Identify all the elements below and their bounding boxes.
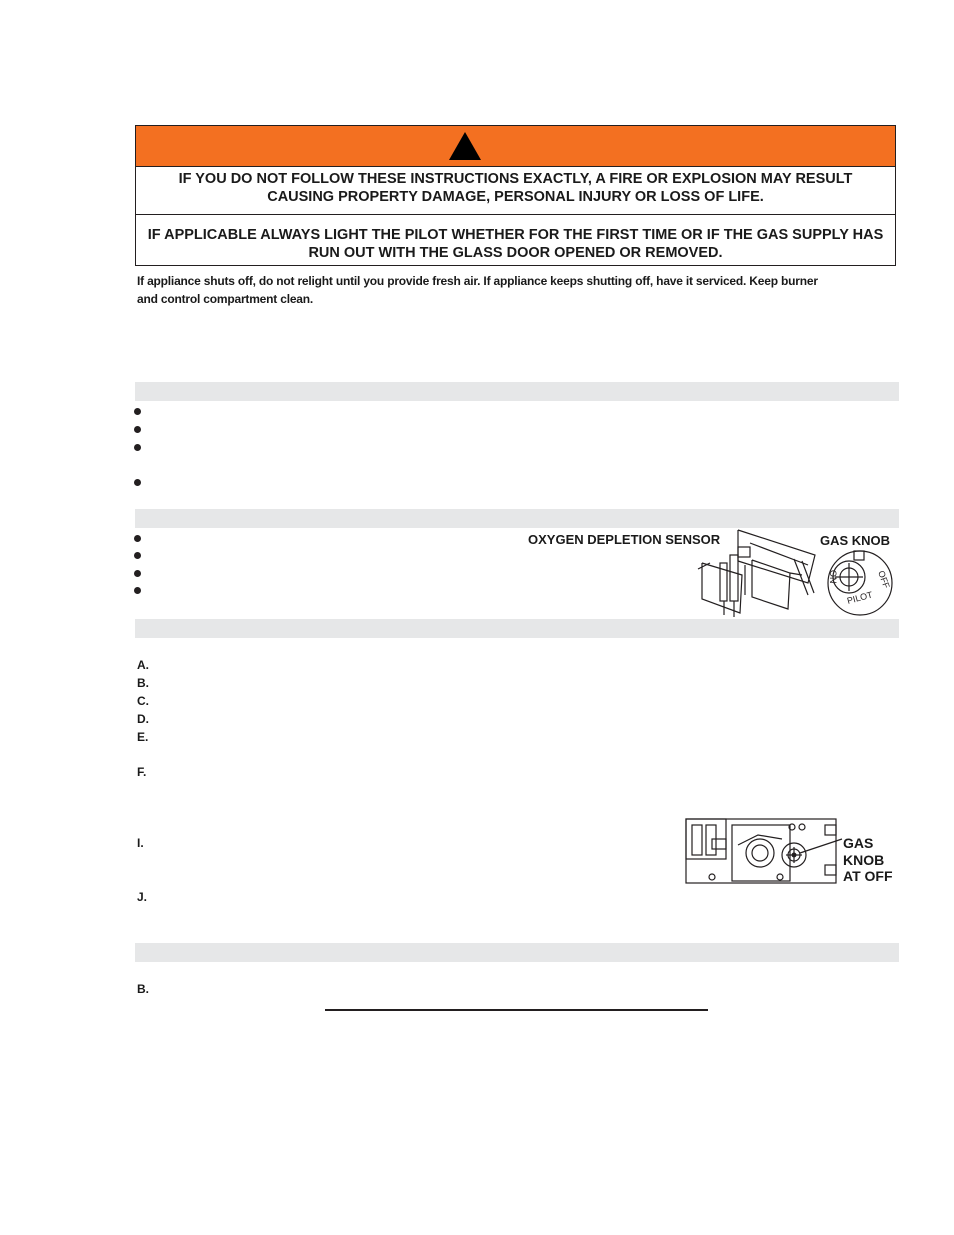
- valve-label-line-2: KNOB: [843, 851, 885, 868]
- horizontal-rule: [325, 1009, 708, 1011]
- warning-text-1: [136, 170, 895, 206]
- ods-label: OXYGEN DEPLETION SENSOR: [528, 532, 721, 547]
- bullet: [134, 535, 141, 542]
- notice-line-2: and control compartment clean.: [137, 292, 314, 306]
- warning-text-2b: RUN OUT WITH THE GLASS DOOR OPENED OR REMOVED.: [308, 245, 723, 261]
- section-bar-3: [135, 619, 899, 638]
- bullet: [134, 570, 141, 577]
- step-j-label: J.: [137, 890, 148, 904]
- step-d-label: D.: [137, 712, 149, 726]
- knob-off-mark: OFF: [876, 569, 892, 590]
- knob-pilot-mark: PILOT: [845, 589, 874, 606]
- warning-box: [135, 125, 896, 266]
- bullet: [134, 552, 141, 559]
- bullet: [134, 479, 141, 486]
- warning-triangle-icon: [448, 131, 482, 161]
- step-f-label: F.: [137, 765, 147, 779]
- section-bar-4: [135, 943, 899, 962]
- step-c-label: C.: [137, 694, 149, 708]
- step-a-label: A.: [137, 658, 149, 672]
- warning-text-2a: IF APPLICABLE ALWAYS LIGHT THE PILOT WHETHER FOR THE FIRST TIME OR IF THE GAS SUPPLY HAS: [147, 227, 884, 243]
- notice-line-1: If appliance shuts off, do not relight until you provide fresh air. If appliance keeps shutting off, have it serviced. Keep burner: [137, 274, 818, 288]
- bullet: [134, 444, 141, 451]
- warning-divider: [136, 214, 895, 215]
- warning-text-1a: IF YOU DO NOT FOLLOW THESE INSTRUCTIONS EXACTLY, A FIRE OR EXPLOSION MAY RESULT: [178, 171, 853, 187]
- warning-text-2: [136, 226, 895, 262]
- knob-on-mark: ON: [828, 570, 838, 584]
- step-b2-label: B.: [137, 982, 149, 996]
- section-bar-1: [135, 382, 899, 401]
- gas-knob-at-off-label: [843, 835, 893, 885]
- oxygen-depletion-sensor-illustration: [690, 525, 830, 620]
- notice-paragraph: [137, 272, 897, 308]
- warning-text-1b: CAUSING PROPERTY DAMAGE, PERSONAL INJURY OR LOSS OF LIFE.: [267, 189, 764, 205]
- gas-valve-illustration: [682, 815, 842, 887]
- step-e-label: E.: [137, 730, 149, 744]
- bullet: [134, 587, 141, 594]
- step-i-label: I.: [137, 836, 144, 850]
- step-b-label: B.: [137, 676, 149, 690]
- bullet: [134, 408, 141, 415]
- valve-label-line-1: GAS: [843, 835, 874, 851]
- bullet: [134, 426, 141, 433]
- warning-band: [136, 126, 895, 167]
- valve-label-line-3: AT OFF: [843, 868, 893, 884]
- gas-knob-label: GAS KNOB: [820, 533, 891, 548]
- gas-knob-dial-illustration: [822, 548, 898, 618]
